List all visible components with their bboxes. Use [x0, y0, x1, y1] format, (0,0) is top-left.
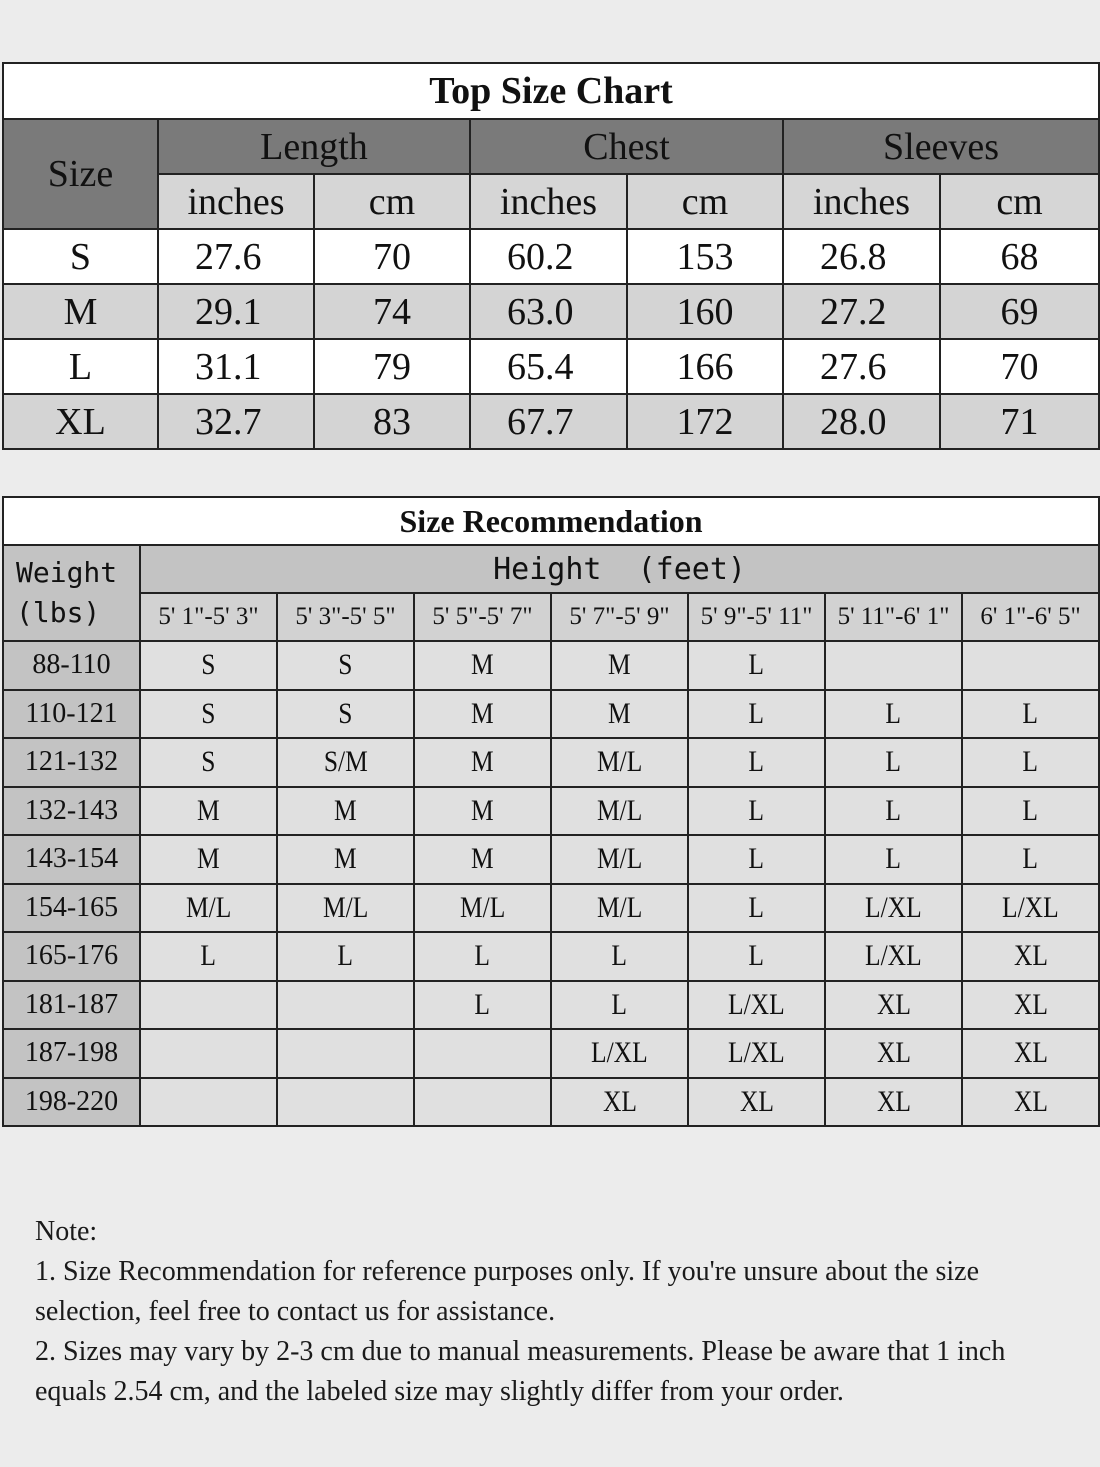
measurement-cell: 74	[314, 284, 470, 339]
recommended-size-cell	[825, 1029, 962, 1078]
recommended-size: L/XL	[865, 890, 922, 924]
size-row	[3, 284, 1099, 339]
recommended-size-cell	[414, 884, 551, 933]
height-range-header: 5' 5"-5' 7"	[414, 593, 551, 641]
recommendation-body	[3, 641, 1099, 1126]
unit-header: cm	[940, 174, 1099, 229]
recommended-size-cell	[551, 738, 688, 787]
weight-range: 165-176	[3, 932, 140, 981]
recommended-size-cell	[551, 981, 688, 1030]
recommended-size: L	[474, 987, 491, 1021]
height-group-header: Height (feet)	[140, 545, 1099, 593]
recommended-size: L/XL	[728, 987, 785, 1021]
recommended-size-cell	[277, 738, 414, 787]
recommended-size: L	[337, 939, 354, 973]
recommended-size-cell	[551, 641, 688, 690]
recommended-size: XL	[876, 1084, 911, 1118]
recommended-size: L	[748, 793, 765, 827]
recommended-size-cell	[414, 738, 551, 787]
height-range-header: 5' 9"-5' 11"	[688, 593, 825, 641]
recommended-size: L	[748, 939, 765, 973]
recommended-size-cell	[825, 690, 962, 739]
recommended-size-cell	[414, 932, 551, 981]
unit-header: cm	[627, 174, 783, 229]
measurement-cell: 68	[940, 229, 1099, 284]
recommended-size: XL	[602, 1084, 637, 1118]
recommended-size: L	[1022, 745, 1039, 779]
recommended-size: XL	[1013, 1036, 1048, 1070]
recommended-size: L/XL	[728, 1036, 785, 1070]
recommended-size: L	[885, 793, 902, 827]
recommended-size: L	[885, 745, 902, 779]
measurement-cell: 28.0	[783, 394, 940, 449]
recommended-size-cell	[688, 981, 825, 1030]
recommended-size: M	[471, 842, 494, 876]
recommended-size: XL	[1013, 939, 1048, 973]
recommended-size-cell	[825, 641, 962, 690]
height-range-header: 6' 1"-6' 5"	[962, 593, 1099, 641]
weight-row	[3, 787, 1099, 836]
recommended-size-cell	[277, 1078, 414, 1127]
recommended-size: M	[608, 696, 631, 730]
recommended-size: L	[611, 987, 628, 1021]
recommended-size: M	[471, 648, 494, 682]
size-label: S	[3, 229, 158, 284]
recommended-size-cell	[414, 641, 551, 690]
recommended-size-cell	[551, 932, 688, 981]
recommended-size-cell	[962, 1078, 1099, 1127]
measurement-cell: 63.0	[470, 284, 627, 339]
recommended-size-cell	[140, 1078, 277, 1127]
recommended-size-cell	[140, 884, 277, 933]
recommended-size: M	[334, 842, 357, 876]
measurement-cell: 27.6	[158, 229, 314, 284]
recommended-size: XL	[876, 987, 911, 1021]
height-range-header: 5' 3"-5' 5"	[277, 593, 414, 641]
recommended-size-cell	[825, 738, 962, 787]
recommended-size: L	[1022, 793, 1039, 827]
recommended-size: L	[474, 939, 491, 973]
size-column-header: Size	[3, 119, 158, 229]
recommended-size-cell	[962, 981, 1099, 1030]
recommended-size-cell	[962, 738, 1099, 787]
measurement-cell: 32.7	[158, 394, 314, 449]
top-chart-title: Top Size Chart	[3, 63, 1099, 119]
recommended-size: L	[748, 842, 765, 876]
recommended-size-cell	[688, 1078, 825, 1127]
recommended-size-cell	[277, 641, 414, 690]
weight-row	[3, 932, 1099, 981]
size-label: L	[3, 339, 158, 394]
length-group-header: Length	[158, 119, 470, 174]
measurement-cell: 67.7	[470, 394, 627, 449]
recommended-size-cell	[414, 690, 551, 739]
recommended-size: L	[748, 696, 765, 730]
measurement-cell: 65.4	[470, 339, 627, 394]
recommended-size-cell	[140, 738, 277, 787]
recommended-size-cell	[277, 690, 414, 739]
recommended-size: XL	[876, 1036, 911, 1070]
recommended-size-cell	[277, 1029, 414, 1078]
recommended-size-cell	[414, 1078, 551, 1127]
weight-row	[3, 1078, 1099, 1127]
chest-group-header: Chest	[470, 119, 783, 174]
measurement-cell: 31.1	[158, 339, 314, 394]
recommended-size: L	[748, 890, 765, 924]
recommended-size-cell	[688, 690, 825, 739]
recommended-size-cell	[962, 641, 1099, 690]
recommended-size: S	[201, 696, 216, 730]
recommended-size-cell	[962, 690, 1099, 739]
unit-header: cm	[314, 174, 470, 229]
unit-header: inches	[783, 174, 940, 229]
weight-range: 198-220	[3, 1078, 140, 1127]
recommended-size: M/L	[322, 890, 369, 924]
recommended-size-cell	[140, 641, 277, 690]
recommended-size: M	[197, 842, 220, 876]
recommended-size: L	[748, 745, 765, 779]
recommended-size: L	[885, 842, 902, 876]
weight-range: 187-198	[3, 1029, 140, 1078]
weight-range: 110-121	[3, 690, 140, 739]
recommended-size: L/XL	[591, 1036, 648, 1070]
recommended-size: XL	[1013, 1084, 1048, 1118]
recommended-size: M/L	[596, 842, 643, 876]
recommended-size: L	[1022, 696, 1039, 730]
recommended-size: L/XL	[1002, 890, 1059, 924]
recommended-size-cell	[140, 835, 277, 884]
recommended-size-cell	[551, 1078, 688, 1127]
recommended-size: L	[611, 939, 628, 973]
recommended-size: M	[471, 793, 494, 827]
unit-header: inches	[470, 174, 627, 229]
recommended-size-cell	[962, 835, 1099, 884]
recommended-size-cell	[825, 787, 962, 836]
recommended-size: M	[334, 793, 357, 827]
recommended-size-cell	[825, 1078, 962, 1127]
weight-range: 121-132	[3, 738, 140, 787]
size-recommendation-chart	[2, 496, 1100, 1127]
height-range-header: 5' 11"-6' 1"	[825, 593, 962, 641]
recommended-size: S	[201, 648, 216, 682]
weight-row	[3, 690, 1099, 739]
recommended-size-cell	[688, 1029, 825, 1078]
weight-range: 154-165	[3, 884, 140, 933]
measurement-cell: 26.8	[783, 229, 940, 284]
height-ranges-row	[3, 593, 1099, 641]
recommended-size-cell	[140, 1029, 277, 1078]
recommended-size: XL	[739, 1084, 774, 1118]
recommended-size: M	[608, 648, 631, 682]
recommended-size-cell	[962, 787, 1099, 836]
weight-row	[3, 1029, 1099, 1078]
weight-range: 132-143	[3, 787, 140, 836]
recommendation-title: Size Recommendation	[3, 497, 1099, 545]
recommended-size: M	[471, 745, 494, 779]
note-line-1: 1. Size Recommendation for reference purposes only. If you're unsure about the size selection, feel free to contact us for assistance.	[35, 1256, 980, 1327]
weight-row	[3, 981, 1099, 1030]
size-row	[3, 229, 1099, 284]
recommended-size: M/L	[459, 890, 506, 924]
measurement-cell: 27.6	[783, 339, 940, 394]
recommended-size: S/M	[323, 745, 368, 779]
weight-row	[3, 641, 1099, 690]
recommended-size: XL	[1013, 987, 1048, 1021]
note-heading: Note:	[35, 1216, 98, 1247]
recommended-size-cell	[414, 835, 551, 884]
measurement-cell: 172	[627, 394, 783, 449]
recommended-size-cell	[825, 981, 962, 1030]
size-label: M	[3, 284, 158, 339]
recommended-size: S	[338, 696, 353, 730]
recommended-size: S	[338, 648, 353, 682]
top-chart-body	[3, 229, 1099, 449]
weight-range: 88-110	[3, 641, 140, 690]
weight-row	[3, 738, 1099, 787]
recommended-size: M/L	[185, 890, 232, 924]
weight-row	[3, 884, 1099, 933]
recommended-size: L	[748, 648, 765, 682]
recommended-size-cell	[140, 932, 277, 981]
recommended-size: M	[197, 793, 220, 827]
recommended-size-cell	[825, 884, 962, 933]
recommended-size-cell	[825, 835, 962, 884]
recommended-size: M	[471, 696, 494, 730]
recommended-size-cell	[140, 981, 277, 1030]
weight-range: 143-154	[3, 835, 140, 884]
recommended-size: M/L	[596, 745, 643, 779]
size-row	[3, 339, 1099, 394]
height-range-header: 5' 7"-5' 9"	[551, 593, 688, 641]
recommended-size-cell	[277, 932, 414, 981]
recommended-size-cell	[825, 932, 962, 981]
recommended-size-cell	[688, 835, 825, 884]
recommended-size: M/L	[596, 793, 643, 827]
weight-row	[3, 835, 1099, 884]
note-line-2: 2. Sizes may vary by 2-3 cm due to manual measurements. Please be aware that 1 inch equals 2.54 cm, and the labeled size may slightly differ from your order.	[35, 1336, 1006, 1407]
measurement-cell: 69	[940, 284, 1099, 339]
recommended-size-cell	[688, 641, 825, 690]
recommended-size: M/L	[596, 890, 643, 924]
size-row	[3, 394, 1099, 449]
recommended-size: L/XL	[865, 939, 922, 973]
recommended-size: L	[885, 696, 902, 730]
recommended-size-cell	[551, 690, 688, 739]
recommended-size-cell	[962, 1029, 1099, 1078]
measurement-cell: 29.1	[158, 284, 314, 339]
measurement-cell: 83	[314, 394, 470, 449]
measurement-cell: 153	[627, 229, 783, 284]
recommended-size-cell	[140, 690, 277, 739]
recommended-size-cell	[551, 787, 688, 836]
recommended-size-cell	[688, 932, 825, 981]
measurement-cell: 79	[314, 339, 470, 394]
recommended-size-cell	[277, 835, 414, 884]
recommended-size: S	[201, 745, 216, 779]
measurement-cell: 160	[627, 284, 783, 339]
recommended-size-cell	[962, 884, 1099, 933]
height-range-header: 5' 1"-5' 3"	[140, 593, 277, 641]
unit-header: inches	[158, 174, 314, 229]
sleeves-group-header: Sleeves	[783, 119, 1099, 174]
weight-range: 181-187	[3, 981, 140, 1030]
top-size-chart	[2, 62, 1100, 450]
recommended-size-cell	[414, 787, 551, 836]
recommended-size-cell	[140, 787, 277, 836]
note-section	[35, 1212, 1075, 1412]
weight-column-header: Weight (lbs)	[3, 545, 140, 641]
recommended-size-cell	[277, 884, 414, 933]
recommended-size-cell	[551, 884, 688, 933]
recommended-size-cell	[414, 1029, 551, 1078]
recommended-size: L	[200, 939, 217, 973]
recommended-size-cell	[551, 835, 688, 884]
measurement-cell: 27.2	[783, 284, 940, 339]
recommended-size-cell	[277, 787, 414, 836]
measurement-cell: 70	[314, 229, 470, 284]
recommended-size-cell	[688, 787, 825, 836]
measurement-cell: 166	[627, 339, 783, 394]
recommended-size-cell	[551, 1029, 688, 1078]
measurement-cell: 60.2	[470, 229, 627, 284]
recommended-size-cell	[962, 932, 1099, 981]
recommended-size: L	[1022, 842, 1039, 876]
recommended-size-cell	[414, 981, 551, 1030]
recommended-size-cell	[277, 981, 414, 1030]
recommended-size-cell	[688, 738, 825, 787]
measurement-cell: 71	[940, 394, 1099, 449]
size-label: XL	[3, 394, 158, 449]
measurement-cell: 70	[940, 339, 1099, 394]
recommended-size-cell	[688, 884, 825, 933]
